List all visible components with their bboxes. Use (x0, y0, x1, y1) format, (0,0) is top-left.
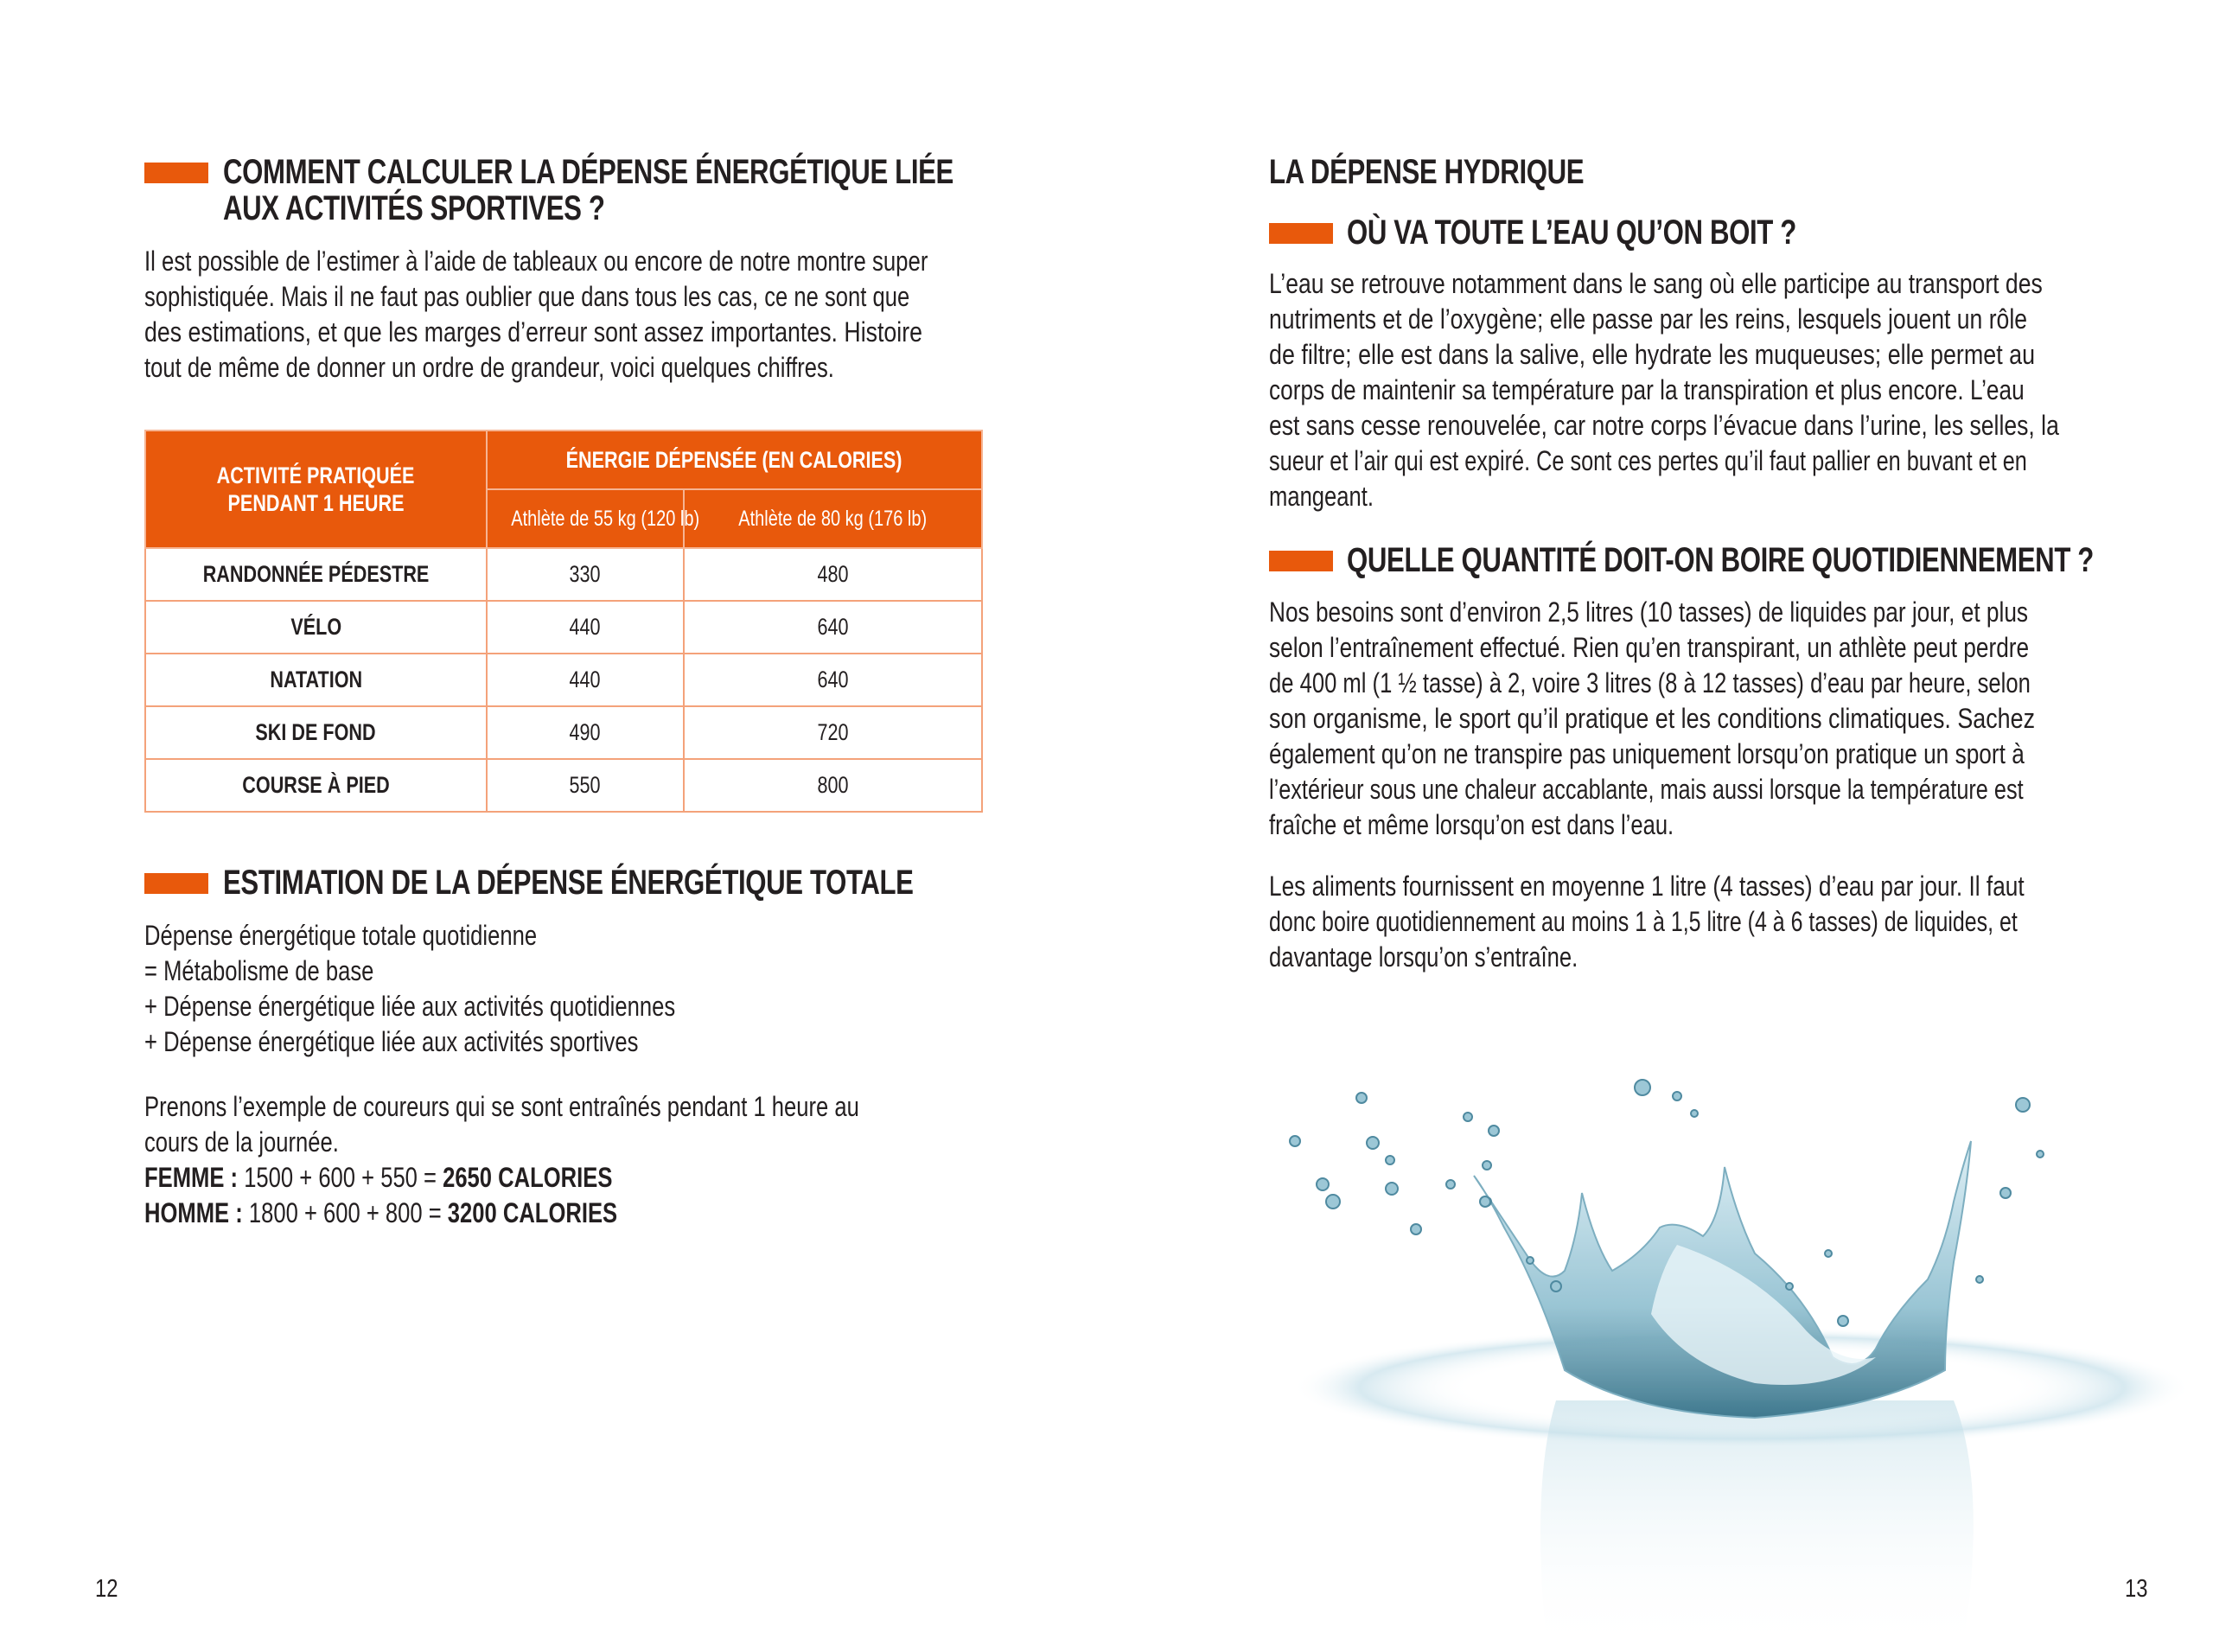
droplet (1489, 1126, 1499, 1136)
droplet (1483, 1161, 1491, 1170)
example-block (144, 1089, 992, 1231)
paragraph-line: Il est possible de l’estimer à l’aide de tableaux ou encore de notre montre super (144, 246, 928, 277)
value-80kg: 720 (817, 719, 849, 745)
value-55kg-cell (487, 548, 684, 601)
header-energy (487, 431, 982, 489)
activity-cell (145, 548, 487, 601)
activity-cell (145, 654, 487, 706)
droplet (2000, 1188, 2011, 1198)
droplet (2037, 1151, 2044, 1158)
heading-line: ESTIMATION DE LA DÉPENSE ÉNERGÉTIQUE TOTALE (223, 864, 914, 902)
eau-paragraph (1269, 266, 2125, 514)
page-title-text: LA DÉPENSE HYDRIQUE (1269, 153, 1585, 191)
value-80kg-cell (684, 548, 982, 601)
droplet (1480, 1196, 1490, 1207)
intro-paragraph (144, 244, 992, 386)
table-row (145, 548, 982, 601)
value-55kg-cell (487, 759, 684, 812)
droplet (1317, 1178, 1329, 1190)
header-athlete-55kg-label: Athlète de 55 kg (120 lb) (511, 506, 700, 531)
heading-calcul-depense-sportive (223, 154, 1159, 226)
page-title-depense-hydrique (1269, 154, 1673, 190)
header-athlete-80kg (684, 489, 982, 548)
paragraph-line: nutriments et de l’oxygène; elle passe par les reins, lesquels jouent un rôle (1269, 303, 2027, 335)
droplet (1290, 1136, 1300, 1146)
paragraph-line: sueur et l’air qui est expiré. Ce sont ces pertes qu’il faut pallier en buvant et en (1269, 445, 2027, 476)
activity-label: VÉLO (290, 614, 341, 640)
heading-quelle-quantite (1347, 542, 2213, 578)
header-energy-label: ÉNERGIE DÉPENSÉE (EN CALORIES) (566, 447, 902, 473)
header-athlete-55kg (487, 489, 700, 548)
paragraph-line: corps de maintenir sa température par la transpiration et plus encore. L’eau (1269, 374, 2025, 405)
header-athlete-80kg-label: Athlète de 80 kg (176 lb) (738, 506, 928, 531)
paragraph-line: sophistiquée. Mais il ne faut pas oublier que dans tous les cas, ce ne sont que (144, 281, 910, 312)
activity-label: NATATION (270, 667, 362, 692)
header-activity-line: PENDANT 1 HEURE (227, 490, 405, 516)
homme-calc: 1800 + 600 + 800 = (242, 1197, 448, 1228)
value-80kg: 640 (817, 667, 849, 692)
table-row (145, 759, 982, 812)
paragraph-line: fraîche et même lorsqu’on est dans l’eau. (1269, 809, 1674, 840)
paragraph-line: L’eau se retrouve notamment dans le sang où elle participe au transport des (1269, 268, 2043, 299)
example-line: cours de la journée. (144, 1126, 339, 1158)
droplet (1976, 1276, 1983, 1283)
paragraph-line: de 400 ml (1 ½ tasse) à 2, voire 3 litres (8 à 12 tasses) d’eau par heure, selon (1269, 667, 2031, 698)
droplet (1356, 1093, 1367, 1103)
droplet (1464, 1113, 1472, 1121)
page-number-left (95, 1575, 123, 1604)
heading-ou-va-eau (1347, 214, 1923, 251)
energy-expenditure-table (144, 430, 983, 813)
activity-label: RANDONNÉE PÉDESTRE (202, 561, 430, 587)
section-marker-bar (1269, 551, 1333, 571)
droplet (1367, 1137, 1379, 1149)
paragraph-line: selon l’entraînement effectué. Rien qu’en transpirant, un athlète peut perdre (1269, 632, 2030, 663)
activity-cell (145, 759, 487, 812)
heading-line: QUELLE QUANTITÉ DOIT-ON BOIRE QUOTIDIENNEMENT ? (1347, 541, 2094, 579)
value-80kg-cell (684, 601, 982, 654)
droplet (1527, 1257, 1534, 1264)
page-number-label: 12 (95, 1575, 118, 1603)
table-row (145, 706, 982, 759)
droplet (2016, 1098, 2030, 1112)
activity-cell (145, 706, 487, 759)
droplet (1386, 1183, 1398, 1195)
droplet (1551, 1281, 1561, 1292)
formula-line: = Métabolisme de base (144, 955, 374, 986)
droplet (1326, 1195, 1340, 1209)
droplet (1838, 1316, 1848, 1326)
paragraph-line: Les aliments fournissent en moyenne 1 litre (4 tasses) d’eau par jour. Il faut (1269, 871, 2025, 902)
paragraph-line: mangeant. (1269, 481, 1374, 512)
droplet (1386, 1156, 1394, 1164)
value-80kg: 640 (817, 614, 849, 640)
value-55kg-cell (487, 654, 684, 706)
paragraph-line: est sans cesse renouvelée, car notre corps l’évacue dans l’urine, les selles, la (1269, 410, 2059, 441)
formula-line: + Dépense énergétique liée aux activités quotidiennes (144, 991, 676, 1022)
value-80kg-cell (684, 759, 982, 812)
value-55kg: 440 (569, 667, 602, 692)
besoins-paragraph (1269, 595, 2125, 843)
heading-line: COMMENT CALCULER LA DÉPENSE ÉNERGÉTIQUE LIÉE (223, 153, 953, 191)
paragraph-line: également qu’on ne transpire pas uniquement lorsqu’on pratique un sport à (1269, 738, 2025, 769)
paragraph-line: de filtre; elle est dans la salive, elle hydrate les muqueuses; elle permet au (1269, 339, 2036, 370)
value-80kg-cell (684, 654, 982, 706)
example-line: Prenons l’exemple de coureurs qui se sont entraînés pendant 1 heure au (144, 1091, 859, 1122)
page-number-right (2125, 1575, 2152, 1604)
value-55kg: 440 (569, 614, 602, 640)
value-55kg: 550 (569, 772, 602, 798)
paragraph-line: l’extérieur sous une chaleur accablante, mais aussi lorsque la température est (1269, 774, 2024, 805)
aliments-paragraph (1269, 869, 2125, 975)
droplet (1411, 1224, 1421, 1234)
heading-line: OÙ VA TOUTE L’EAU QU’ON BOIT ? (1347, 214, 1796, 252)
table-row (145, 654, 982, 706)
water-splash-image (1271, 1072, 2213, 1652)
paragraph-line: des estimations, et que les marges d’erreur sont assez importantes. Histoire (144, 316, 922, 348)
header-activity-line: ACTIVITÉ PRATIQUÉE (217, 462, 415, 488)
page-number-label: 13 (2125, 1575, 2148, 1603)
paragraph-line: donc boire quotidiennement au moins 1 à 1,5 litre (4 à 6 tasses) de liquides, et (1269, 906, 2018, 937)
activity-label: COURSE À PIED (242, 772, 390, 798)
activity-cell (145, 601, 487, 654)
homme-total: 3200 CALORIES (447, 1197, 618, 1228)
value-80kg: 800 (817, 772, 849, 798)
droplet (1691, 1110, 1698, 1117)
section-marker-bar (144, 163, 208, 183)
femme-total: 2650 CALORIES (443, 1162, 613, 1193)
paragraph-line: davantage lorsqu’on s’entraîne. (1269, 941, 1578, 973)
heading-estimation-totale (223, 864, 1108, 901)
formula-block (144, 918, 992, 1060)
value-80kg-cell (684, 706, 982, 759)
value-80kg: 480 (817, 561, 849, 587)
heading-line: AUX ACTIVITÉS SPORTIVES ? (223, 189, 605, 227)
section-marker-bar (1269, 223, 1333, 244)
homme-calculation (144, 1196, 822, 1231)
formula-line: + Dépense énergétique liée aux activités sportives (144, 1026, 639, 1057)
droplet (1825, 1250, 1832, 1257)
activity-label: SKI DE FOND (255, 719, 377, 745)
table-row (145, 601, 982, 654)
splash-reflection (1540, 1400, 1974, 1652)
paragraph-line: son organisme, le sport qu’il pratique et les conditions climatiques. Sachez (1269, 703, 2036, 734)
paragraph-line: tout de même de donner un ordre de grandeur, voici quelques chiffres. (144, 352, 834, 383)
droplet (1635, 1080, 1650, 1095)
value-55kg-cell (487, 601, 684, 654)
femme-calc: 1500 + 600 + 550 = (238, 1162, 443, 1193)
femme-calculation (144, 1160, 822, 1196)
homme-label: HOMME : (144, 1197, 243, 1228)
droplet (1786, 1283, 1793, 1290)
paragraph-line: Nos besoins sont d’environ 2,5 litres (10 tasses) de liquides par jour, et plus (1269, 596, 2029, 628)
value-55kg: 330 (569, 561, 602, 587)
formula-line: Dépense énergétique totale quotidienne (144, 920, 538, 951)
value-55kg: 490 (569, 719, 602, 745)
droplet (1446, 1180, 1455, 1189)
value-55kg-cell (487, 706, 684, 759)
femme-label: FEMME : (144, 1162, 239, 1193)
header-activity (145, 431, 487, 548)
section-marker-bar (144, 873, 208, 894)
droplet (1673, 1092, 1681, 1100)
